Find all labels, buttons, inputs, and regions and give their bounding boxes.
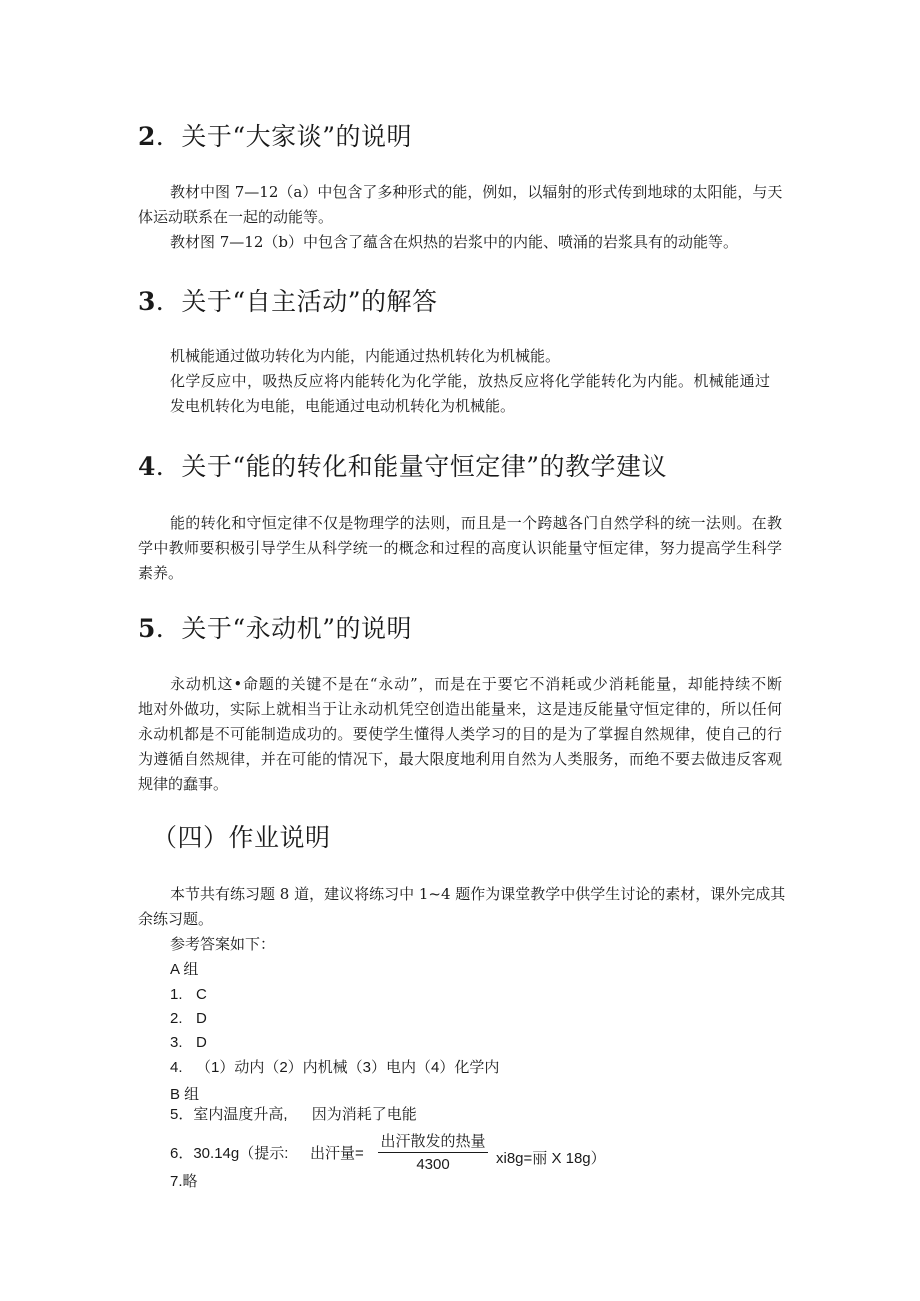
- paragraph: 机械能通过做功转化为内能，内能通过热机转化为机械能。: [170, 347, 561, 365]
- section-4-heading: [138, 451, 667, 483]
- section-number: 3: [138, 287, 156, 316]
- paragraph: 永动机这•命题的关键不是在“永动”，而是在于要它不消耗或少消耗能量，却能持续不断: [170, 675, 782, 693]
- answer-text: C: [196, 986, 207, 1003]
- answer-number: 4.: [170, 1059, 183, 1076]
- answer-item: [170, 1033, 207, 1053]
- section-3-heading: [138, 286, 437, 318]
- section-title: ．关于“永动机”的说明: [155, 614, 412, 643]
- paragraph-continuation: 素养。: [138, 564, 184, 582]
- answer-text: D: [196, 1010, 207, 1027]
- paragraph-continuation: 发电机转化为电能，电能通过电动机转化为机械能。: [170, 397, 516, 415]
- answer-item: [170, 1009, 207, 1029]
- section-number: 2: [138, 122, 156, 151]
- homework-intro-continuation: 余练习题。: [138, 910, 214, 928]
- answer-6-part-c: xi8g=丽 X 18g）: [496, 1150, 606, 1167]
- answer-number: 2.: [170, 1010, 183, 1027]
- paragraph: 教材中图 7—12（a）中包含了多种形式的能，例如，以辐射的形式传到地球的太阳能，与天: [170, 183, 783, 201]
- section-title: ．关于“大家谈”的说明: [155, 122, 412, 151]
- answer-5-part-b: 因为消耗了电能: [311, 1106, 417, 1123]
- answer-6-part-a: 6．30.14g（提示:: [170, 1145, 289, 1162]
- fraction-numerator: 出汗散发的热量: [378, 1131, 488, 1153]
- answer-text: （1）动内（2）内机械（3）电内（4）化学内: [196, 1059, 500, 1076]
- answer-item: [170, 1058, 499, 1078]
- paragraph-continuation: 永动机都是不可能制造成功的。要使学生懂得人类学习的目的是为了掌握自然规律，使自己的行: [138, 725, 782, 743]
- paragraph-continuation: 规律的蠢事。: [138, 775, 229, 793]
- paragraph-continuation: 体运动联系在一起的动能等。: [138, 208, 334, 226]
- paragraph: 能的转化和守恒定律不仅是物理学的法则，而且是一个跨越各门自然学科的统一法则。在教: [170, 514, 782, 532]
- answer-6-part-b: 出汗量=: [310, 1145, 364, 1162]
- section-number: 5: [138, 614, 156, 643]
- homework-heading: （四）作业说明: [152, 823, 331, 852]
- paragraph-continuation: 学中教师要积极引导学生从科学统一的概念和过程的高度认识能量守恒定律，努力提高学生科学: [138, 539, 782, 557]
- answer-item-7: 7.略: [170, 1173, 198, 1190]
- section-title: ．关于“自主活动”的解答: [155, 287, 438, 316]
- paragraph-continuation: 地对外做功，实际上就相当于让永动机凭空创造出能量来，这是违反能量守恒定律的，所以任何: [138, 700, 782, 718]
- answers-label: 参考答案如下：: [170, 935, 276, 953]
- answer-number: 3.: [170, 1034, 183, 1051]
- section-title: ．关于“能的转化和能量守恒定律”的教学建议: [155, 452, 667, 481]
- group-b-label: B 组: [170, 1086, 200, 1103]
- answer-5-part-a: 5．室内温度升高,: [170, 1106, 288, 1123]
- section-2-heading: [138, 121, 412, 153]
- fraction: [378, 1131, 488, 1175]
- answer-item-5: [170, 1105, 417, 1125]
- homework-intro: 本节共有练习题 8 道，建议将练习中 1~4 题作为课堂教学中供学生讨论的素材，课外完成其: [170, 885, 786, 903]
- paragraph: 教材图 7—12（b）中包含了蕴含在炽热的岩浆中的内能、喷涌的岩浆具有的动能等。: [170, 233, 739, 251]
- paragraph-continuation: 为遵循自然规律，并在可能的情况下，最大限度地利用自然为人类服务，而绝不要去做违反客观: [138, 750, 782, 768]
- section-number: 4: [138, 452, 156, 481]
- answer-text: D: [196, 1034, 207, 1051]
- group-a-label: A 组: [170, 961, 199, 978]
- answer-item: [170, 985, 207, 1005]
- section-5-heading: [138, 613, 412, 645]
- answer-number: 1.: [170, 986, 183, 1003]
- fraction-denominator: 4300: [416, 1156, 450, 1173]
- answer-item-6: [170, 1144, 288, 1164]
- paragraph: 化学反应中，吸热反应将内能转化为化学能，放热反应将化学能转化为内能。机械能通过: [170, 372, 770, 390]
